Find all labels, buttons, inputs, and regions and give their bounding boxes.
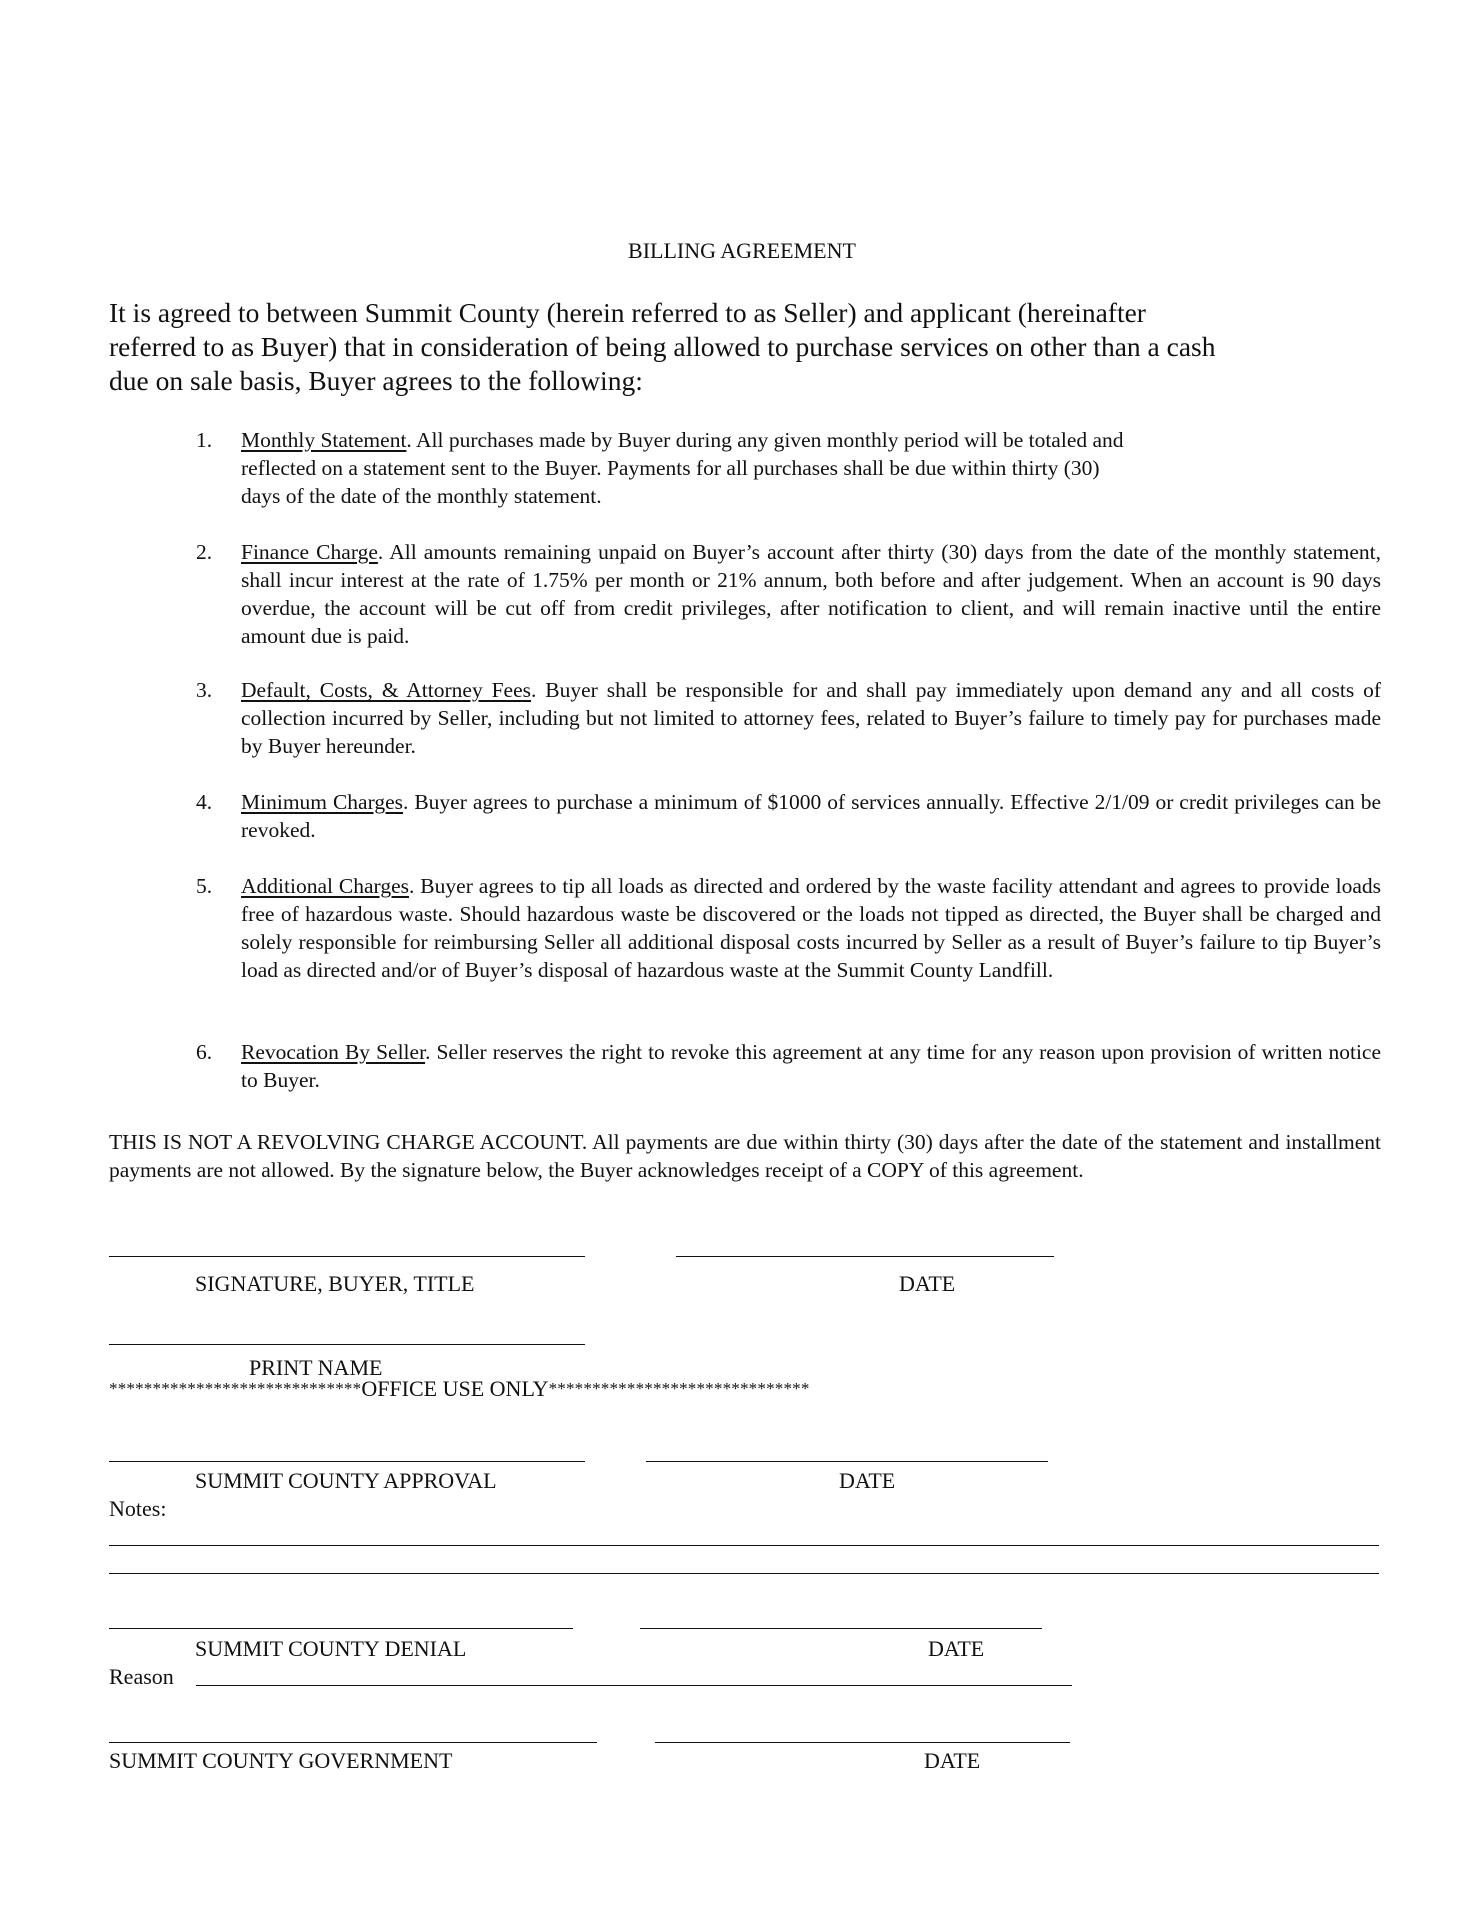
term-text: . Buyer agrees to purchase a minimum of $1000 of services annually. Effective 2/1/09 or credit privileges can be revoked. xyxy=(241,790,1381,842)
buyer-date-line[interactable] xyxy=(676,1256,1054,1257)
reason-line[interactable] xyxy=(196,1685,1072,1686)
intro-paragraph xyxy=(109,296,1329,398)
term-number: 5. xyxy=(196,874,213,898)
notes-line-1[interactable] xyxy=(109,1545,1379,1546)
term-number: 6. xyxy=(196,1040,213,1064)
term-text: . Seller reserves the right to revoke this agreement at any time for any reason upon provision of written notice to Buyer. xyxy=(241,1040,1382,1092)
approval-date-label: DATE xyxy=(839,1468,896,1493)
denial-label: SUMMIT COUNTY DENIAL xyxy=(195,1636,467,1661)
government-date-label: DATE xyxy=(924,1748,981,1773)
approval-label: SUMMIT COUNTY APPROVAL xyxy=(195,1468,497,1493)
term-text: . Buyer agrees to tip all loads as directed and ordered by the waste facility attendant and agrees to provide loads free of hazardous waste. Should hazardous waste be discovered or the loads not tipped as directed, the Buyer shall be charged and solely responsible for reimbursing Seller all additional disposal costs incurred by Seller as a result of Buyer’s failure to tip Buyer’s load as directed and/or of Buyer’s disposal of hazardous waste at the Summit County Landfill. xyxy=(241,874,1382,982)
buyer-signature-label: SIGNATURE, BUYER, TITLE xyxy=(195,1271,475,1296)
term-body xyxy=(241,676,1381,760)
intro-line: It is agreed to between Summit County (herein referred to as Seller) and applicant (hereinafter xyxy=(109,297,1146,328)
office-use-only-label: OFFICE USE ONLY xyxy=(361,1376,549,1401)
print-name-label: PRINT NAME xyxy=(249,1355,383,1380)
term-number: 3. xyxy=(196,678,213,702)
reason-label: Reason xyxy=(109,1664,174,1689)
government-label: SUMMIT COUNTY GOVERNMENT xyxy=(109,1748,453,1773)
term-number: 1. xyxy=(196,428,213,452)
asterisk-row-left: ***************************** xyxy=(109,1379,362,1398)
approval-date-line[interactable] xyxy=(646,1461,1048,1462)
closing-paragraph: THIS IS NOT A REVOLVING CHARGE ACCOUNT. All payments are due within thirty (30) days after the date of the statement and installment payments are not allowed. By the signature below, the Buyer acknowledges receipt of a COPY of this agreement. xyxy=(109,1130,1381,1182)
term-text: . All purchases made by Buyer during any given monthly period will be totaled and reflected on a statement sent to the Buyer. Payments for all purchases shall be due within thirty (30) days of the date of the monthly statement. xyxy=(241,428,1124,508)
asterisk-row-right: ****************************** xyxy=(548,1379,810,1398)
notes-line-2[interactable] xyxy=(109,1573,1379,1574)
term-body xyxy=(241,788,1381,844)
office-use-only-divider xyxy=(109,1376,810,1402)
term-heading: Additional Charges xyxy=(241,874,409,898)
denial-signature-line[interactable] xyxy=(109,1628,573,1629)
term-text: . All amounts remaining unpaid on Buyer’s account after thirty (30) days from the date of the monthly statement, shall incur interest at the rate of 1.75% per month or 21% annum, both before and after judgement. When an account is 90 days overdue, the account will be cut off from credit privileges, after notification to client, and will remain inactive until the entire amount due is paid. xyxy=(241,540,1381,648)
government-date-line[interactable] xyxy=(655,1742,1070,1743)
term-body xyxy=(241,1038,1381,1094)
term-heading: Minimum Charges xyxy=(241,790,404,814)
term-heading: Revocation By Seller xyxy=(241,1040,426,1064)
term-text: . Buyer shall be responsible for and shall pay immediately upon demand any and all costs of collection incurred by Seller, including but not limited to attorney fees, related to Buyer’s failure to timely pay for purchases made by Buyer hereunder. xyxy=(241,678,1381,758)
denial-date-label: DATE xyxy=(928,1636,985,1661)
term-heading: Monthly Statement xyxy=(241,428,407,452)
print-name-line[interactable] xyxy=(109,1344,585,1345)
buyer-date-label: DATE xyxy=(899,1271,956,1296)
term-heading: Finance Charge xyxy=(241,540,378,564)
term-body xyxy=(241,426,1141,510)
approval-signature-line[interactable] xyxy=(109,1461,585,1462)
term-number: 4. xyxy=(196,790,213,814)
term-body xyxy=(241,538,1381,650)
denial-date-line[interactable] xyxy=(640,1628,1042,1629)
government-signature-line[interactable] xyxy=(109,1742,597,1743)
document-title: BILLING AGREEMENT xyxy=(628,238,856,263)
term-number: 2. xyxy=(196,540,213,564)
intro-line: due on sale basis, Buyer agrees to the following: xyxy=(109,365,643,396)
notes-label: Notes: xyxy=(109,1496,167,1521)
intro-line: referred to as Buyer) that in consideration of being allowed to purchase services on other than a cash xyxy=(109,331,1216,362)
term-body xyxy=(241,872,1381,984)
buyer-signature-line[interactable] xyxy=(109,1256,585,1257)
term-heading: Default, Costs, & Attorney Fees xyxy=(241,678,532,702)
